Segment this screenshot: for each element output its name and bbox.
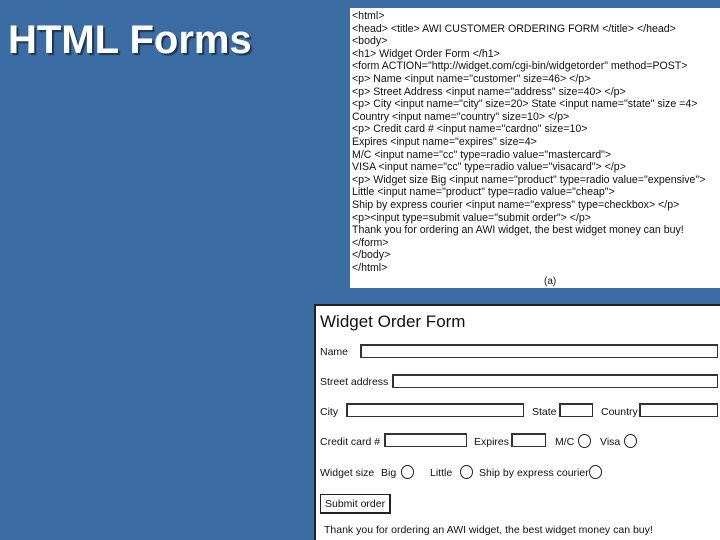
code-line: <body> bbox=[352, 35, 388, 48]
code-line: <form ACTION="http://widget.com/cgi-bin/widgetorder" method=POST> bbox=[352, 60, 688, 73]
mastercard-label: M/C bbox=[555, 436, 575, 448]
street-address-input[interactable] bbox=[392, 374, 718, 388]
state-label: State bbox=[532, 406, 557, 418]
code-line: <p> Street Address <input name="address" size=40> </p> bbox=[352, 85, 626, 98]
form-title: Widget Order Form bbox=[320, 312, 466, 331]
rendered-form-preview bbox=[314, 304, 720, 540]
code-line: M/C <input name="cc" type=radio value="mastercard"> bbox=[352, 148, 612, 161]
express-checkbox[interactable] bbox=[589, 465, 602, 479]
thank-you-text: Thank you for ordering an AWI widget, the best widget money can buy! bbox=[324, 524, 653, 536]
little-radio[interactable] bbox=[460, 465, 473, 479]
html-code-listing bbox=[350, 8, 720, 288]
submit-order-button[interactable]: Submit order bbox=[320, 494, 391, 514]
code-line: Thank you for ordering an AWI widget, the best widget money can buy! bbox=[352, 224, 684, 237]
express-label: Ship by express courier bbox=[479, 467, 589, 479]
visa-label: Visa bbox=[600, 436, 621, 448]
state-input[interactable] bbox=[559, 403, 593, 417]
big-radio[interactable] bbox=[401, 465, 414, 479]
widget-size-label: Widget size bbox=[320, 467, 375, 479]
little-label: Little bbox=[430, 467, 453, 479]
expires-label: Expires bbox=[474, 436, 510, 448]
name-label: Name bbox=[320, 346, 349, 358]
code-line: <p> Name <input name="customer" size=46> </p> bbox=[352, 72, 591, 85]
code-line: Ship by express courier <input name="express" type=checkbox> </p> bbox=[352, 198, 680, 211]
visa-radio[interactable] bbox=[624, 434, 637, 448]
code-line: <p> Credit card # <input name="cardno" size=10> bbox=[352, 123, 588, 136]
code-line: </html> bbox=[352, 261, 388, 274]
code-line: VISA <input name="cc" type=radio value="visacard"> </p> bbox=[352, 161, 626, 174]
code-line: Little <input name="product" type=radio value="cheap"> bbox=[352, 186, 615, 199]
credit-card-input[interactable] bbox=[384, 433, 467, 447]
code-line: <p> City <input name="city" size=20> State <input name="state" size =4> bbox=[352, 98, 698, 111]
code-line: </body> bbox=[352, 249, 391, 262]
code-line: <p> Widget size Big <input name="product" type=radio value="expensive"> bbox=[352, 173, 706, 186]
code-line: <h1> Widget Order Form </h1> bbox=[352, 47, 500, 60]
big-label: Big bbox=[381, 467, 397, 479]
expires-input[interactable] bbox=[511, 433, 546, 447]
city-input[interactable] bbox=[346, 403, 524, 417]
slide-title: HTML Forms bbox=[8, 18, 252, 62]
mastercard-radio[interactable] bbox=[578, 434, 591, 448]
code-line: <html> bbox=[352, 10, 385, 22]
city-label: City bbox=[320, 406, 339, 418]
code-caption: (a) bbox=[544, 276, 557, 287]
code-line: <head> <title> AWI CUSTOMER ORDERING FORM </title> </head> bbox=[352, 22, 676, 35]
code-lines bbox=[352, 10, 720, 274]
code-line: Country <input name="country" size=10> </p> bbox=[352, 110, 570, 123]
credit-card-label: Credit card # bbox=[320, 436, 381, 448]
country-label: Country bbox=[601, 406, 638, 418]
code-line: Expires <input name="expires" size=4> bbox=[352, 135, 537, 148]
street-address-label: Street address bbox=[320, 376, 389, 388]
code-line: <p><input type=submit value="submit order"> </p> bbox=[352, 211, 591, 224]
code-line: </form> bbox=[352, 236, 389, 249]
country-input[interactable] bbox=[639, 403, 718, 417]
name-input[interactable] bbox=[360, 344, 718, 358]
